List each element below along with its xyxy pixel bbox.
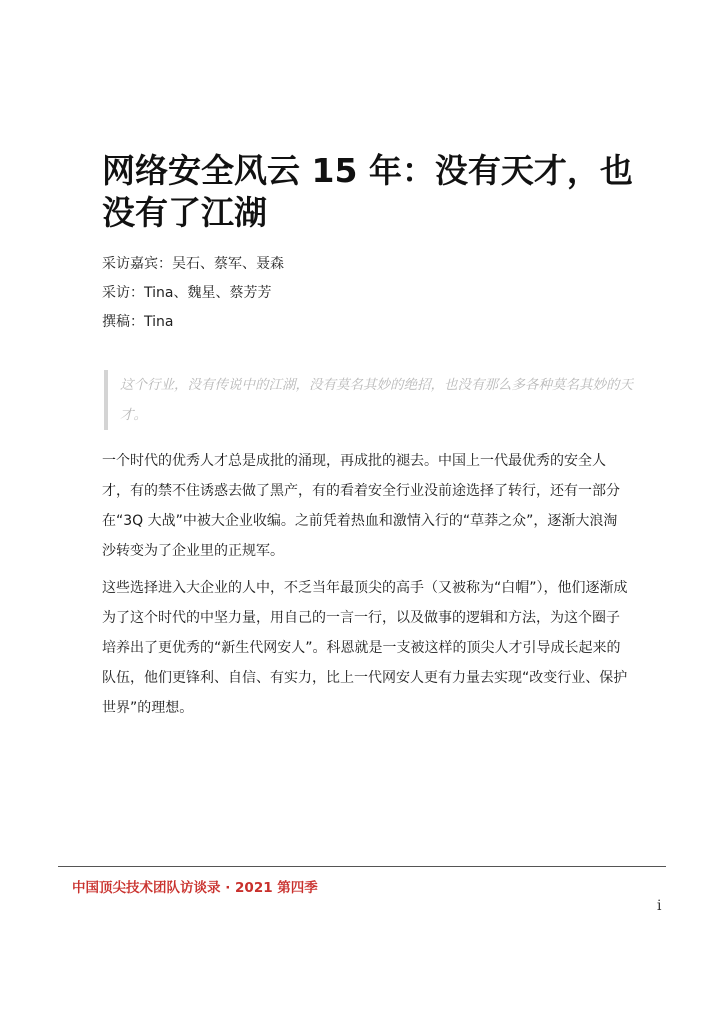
body-paragraph-2: 这些选择进入大企业的人中，不乏当年最顶尖的高手（又被称为“白帽”），他们逐渐成为了这个时代的中坚力量，用自己的一言一行，以及做事的逻辑和方法，为这个圈子培养出了更优秀的“新生代网安人”。科恩就是一支被这样的顶尖人才引导成长起来的队伍，他们更锋利、自信、有实力，比上一代网安人更有力量去实现“改变行业、保护世界”的理想。 (102, 580, 628, 716)
footer-divider (58, 866, 666, 867)
article-title-line-1: 网络安全风云 15 年：没有天才，也 (102, 151, 633, 190)
footer-series-title: 中国顶尖技术团队访谈录 · 2021 第四季 (72, 880, 318, 896)
credits-block (102, 250, 284, 337)
page-number: i (657, 898, 662, 914)
article-title (102, 150, 642, 234)
writer: 撰稿：Tina (102, 314, 174, 330)
body-paragraph-1: 一个时代的优秀人才总是成批的涌现，再成批的褪去。中国上一代最优秀的安全人才，有的禁不住诱惑去做了黑产，有的看着安全行业没前途选择了转行，还有一部分在“3Q 大战”中被大企业收编。之前凭着热血和激情入行的“草莽之众”，逐渐大浪淘沙转变为了企业里的正规军。 (102, 453, 620, 559)
pull-quote-text: 这个行业，没有传说中的江湖，没有莫名其妙的绝招，也没有那么多各种莫名其妙的天才。 (120, 377, 633, 423)
interviewers: 采访：Tina、魏星、蔡芳芳 (102, 285, 272, 301)
pull-quote (104, 370, 634, 430)
article-title-line-2: 没有了江湖 (102, 193, 267, 232)
interview-guests: 采访嘉宾：吴石、蔡军、聂森 (102, 256, 284, 272)
